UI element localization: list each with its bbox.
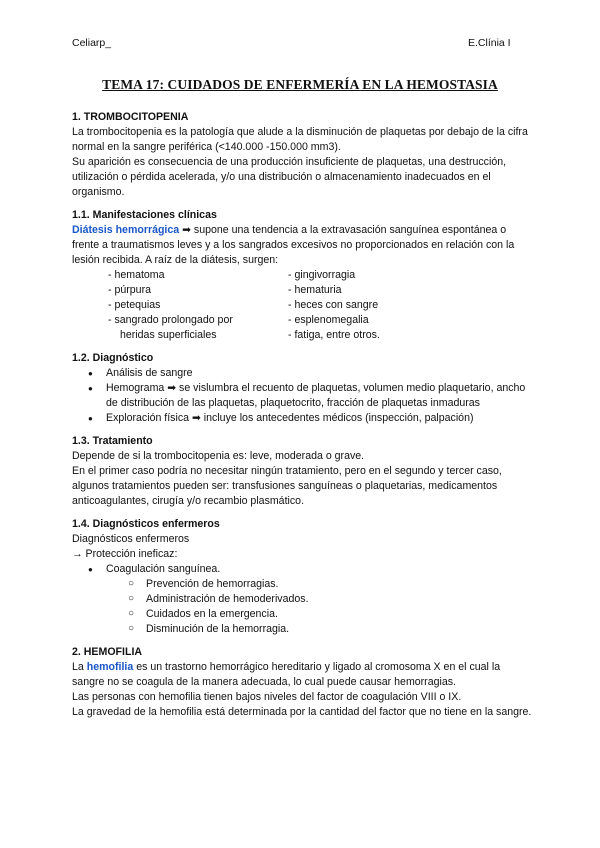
symptom-item: - púrpura bbox=[108, 284, 151, 296]
section-heading-manifestaciones: 1.1. Manifestaciones clínicas bbox=[72, 209, 217, 221]
paragraph-text: es un trastorno hemorrágico hereditario y ligado al cromosoma X en el cual la sangre no se coagula de la manera adecuada, lo cual puede causar hemorragias. bbox=[72, 661, 501, 688]
sub-list-item: ○ Prevención de hemorragias. bbox=[72, 577, 532, 592]
paragraph-text: La bbox=[72, 661, 87, 673]
symptom-item: - hematoma bbox=[108, 269, 165, 281]
diagnostic-list bbox=[72, 366, 532, 426]
section-heading-diagnosticos-enfermeros: 1.4. Diagnósticos enfermeros bbox=[72, 518, 220, 530]
section-heading-tratamiento: 1.3. Tratamiento bbox=[72, 435, 153, 447]
sub-list-item: ○ Cuidados en la emergencia. bbox=[72, 607, 532, 622]
paragraph: Depende de si la trombocitopenia es: leve, moderada o grave. bbox=[72, 450, 365, 462]
symptom-item: - sangrado prolongado por bbox=[108, 314, 233, 326]
document-body bbox=[72, 110, 532, 720]
section-heading-hemofilia: 2. HEMOFILIA bbox=[72, 646, 143, 658]
paragraph: → Protección ineficaz: bbox=[72, 548, 178, 560]
section-heading-diagnostico: 1.2. Diagnóstico bbox=[72, 352, 154, 364]
paragraph: Su aparición es consecuencia de una producción insuficiente de plaquetas, una destrucción, utilización o pérdida acelerada, y/o una distribución o almacenamiento inadecuados en el organismo. bbox=[72, 156, 507, 198]
sub-list-item: ○ Disminución de la hemorragia. bbox=[72, 622, 532, 637]
highlight-term: Diátesis hemorrágica bbox=[72, 224, 180, 236]
symptom-item: - fatiga, entre otros. bbox=[288, 329, 380, 341]
header-right: E.Clínia I bbox=[468, 37, 511, 49]
paragraph-diatesis bbox=[72, 223, 532, 268]
symptom-item: - petequias bbox=[108, 299, 161, 311]
symptom-columns bbox=[72, 268, 532, 343]
section-heading-trombocitopenia: 1. TROMBOCITOPENIA bbox=[72, 111, 189, 123]
symptom-item: heridas superficiales bbox=[120, 329, 217, 341]
paragraph: En el primer caso podría no necesitar ningún tratamiento, pero en el segundo y tercer caso, algunos tratamientos pueden ser: transfusiones sanguíneas o plaquetarias, medicamentos anticoagulantes, cirugía y/o recambio plasmático. bbox=[72, 465, 502, 507]
paragraph-hemofilia bbox=[72, 660, 532, 690]
highlight-term: hemofilia bbox=[86, 661, 134, 673]
list-item: ● Coagulación sanguínea. bbox=[72, 562, 532, 577]
symptom-item: - esplenomegalia bbox=[288, 314, 369, 326]
list-item: ● Exploración física ➡ incluye los antecedentes médicos (inspección, palpación) bbox=[72, 411, 532, 426]
paragraph: Las personas con hemofilia tienen bajos niveles del factor de coagulación VIII o IX. bbox=[72, 691, 462, 703]
header-left: Celiarp_ bbox=[72, 37, 112, 49]
paragraph: La trombocitopenia es la patología que alude a la disminución de plaquetas por debajo de la cifra normal en la sangre periférica (<140.000 -150.000 mm3). bbox=[72, 126, 528, 153]
symptom-item: - heces con sangre bbox=[288, 299, 379, 311]
document-title: TEMA 17: CUIDADOS DE ENFERMERÍA EN LA HEMOSTASIA bbox=[102, 77, 498, 92]
symptom-column-left bbox=[108, 268, 288, 343]
list-item: ● Hemograma ➡ se vislumbra el recuento de plaquetas, volumen medio plaquetario, ancho de distribución de las plaquetas, plaquetocrito, fracción de plaquetas inmaduras bbox=[72, 381, 532, 411]
symptom-item: - gingivorragia bbox=[288, 269, 356, 281]
symptom-column-right bbox=[288, 268, 488, 343]
list-item: ● Análisis de sangre bbox=[72, 366, 532, 381]
paragraph: Diagnósticos enfermeros bbox=[72, 533, 190, 545]
paragraph: La gravedad de la hemofilia está determinada por la cantidad del factor que no tiene en la sangre. bbox=[72, 706, 532, 718]
paragraph-text: ➡ supone una tendencia a la extravasación sanguínea espontánea o frente a traumatismos leves y a los sangrados excesivos no proporcionados en relación con la lesión recibida. A raíz de la diátesis, surgen: bbox=[72, 224, 515, 266]
nursing-list bbox=[72, 562, 532, 637]
sub-list-item: ○ Administración de hemoderivados. bbox=[72, 592, 532, 607]
symptom-item: - hematuria bbox=[288, 284, 342, 296]
